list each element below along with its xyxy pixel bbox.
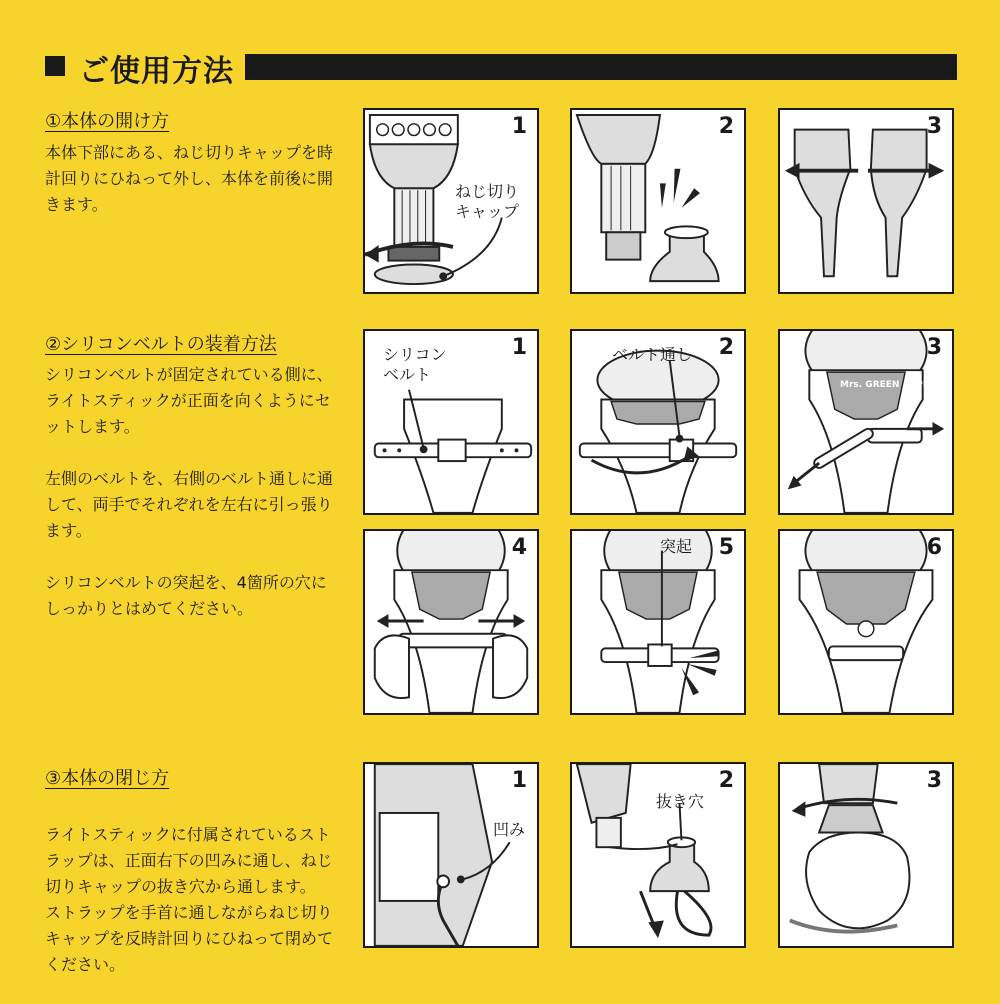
section-2-heading: ②シリコンベルトの装着方法 (45, 334, 277, 355)
callout-label: ねじ切り キャップ (455, 182, 520, 221)
page-title-bar (45, 50, 957, 89)
step-number: 1 (511, 114, 527, 139)
section-3-heading: ③本体の閉じ方 (45, 768, 170, 789)
step-panel-2-3 (778, 329, 954, 515)
step-panel-2-1 (363, 329, 539, 515)
callout-label: シリコン ベルト (383, 345, 447, 384)
section-3-paragraph: ライトスティックに付属されているストラップは、正面右下の凹みに通し、ねじ切りキャップの抜き穴から通します。 ストラップを手首に通しながらねじ切りキャップを反時計回りにひねって閉めてください。 (45, 825, 334, 974)
callout-label: 抜き穴 (656, 792, 705, 811)
step-panel-3-1 (363, 762, 539, 948)
step-number: 1 (511, 768, 527, 793)
callout-label: ベルト通し (612, 345, 693, 364)
step-panel-3-2 (570, 762, 746, 948)
callout-label: 突起 (660, 537, 693, 556)
step-number: 2 (718, 768, 734, 793)
section-2-body (45, 362, 335, 622)
step-panel-3-3 (778, 762, 954, 948)
step-panel-2-6 (778, 529, 954, 715)
page-title: ご使用方法 (79, 54, 234, 89)
step-panel-1-1 (363, 108, 539, 294)
section-1-heading: ①本体の開け方 (45, 111, 170, 132)
brand-logo-text: Mrs. GREEN APPLE (840, 380, 935, 390)
step-number: 2 (718, 114, 734, 139)
section-3-body (45, 796, 335, 1004)
step-number: 3 (926, 114, 942, 139)
step-panel-2-5 (570, 529, 746, 715)
step-number: 3 (926, 768, 942, 793)
section-2-paragraph-1: シリコンベルトが固定されている側に、ライトスティックが正面を向くようにセットします。 (45, 365, 333, 436)
step-number: 4 (511, 535, 527, 560)
callout-label: 凹み (493, 820, 526, 839)
section-2-paragraph-2: 左側のベルトを、右側のベルト通しに通して、両手でそれぞれを左右に引っ張ります。 (45, 469, 334, 540)
title-square-marker (45, 56, 65, 76)
step-panel-1-2 (570, 108, 746, 294)
step-number: 5 (718, 535, 734, 560)
step-number: 3 (926, 335, 942, 360)
step-number: 1 (511, 335, 527, 360)
title-rule (245, 54, 957, 80)
step-panel-2-4 (363, 529, 539, 715)
section-1-paragraph: 本体下部にある、ねじ切りキャップを時計回りにひねって外し、本体を前後に開きます。 (45, 143, 334, 214)
step-panel-1-3 (778, 108, 954, 294)
section-1-body (45, 140, 335, 218)
step-number: 2 (718, 335, 734, 360)
step-panel-2-2 (570, 329, 746, 515)
step-number: 6 (926, 535, 942, 560)
section-2-paragraph-3: シリコンベルトの突起を、4箇所の穴にしっかりとはめてください。 (45, 573, 327, 618)
